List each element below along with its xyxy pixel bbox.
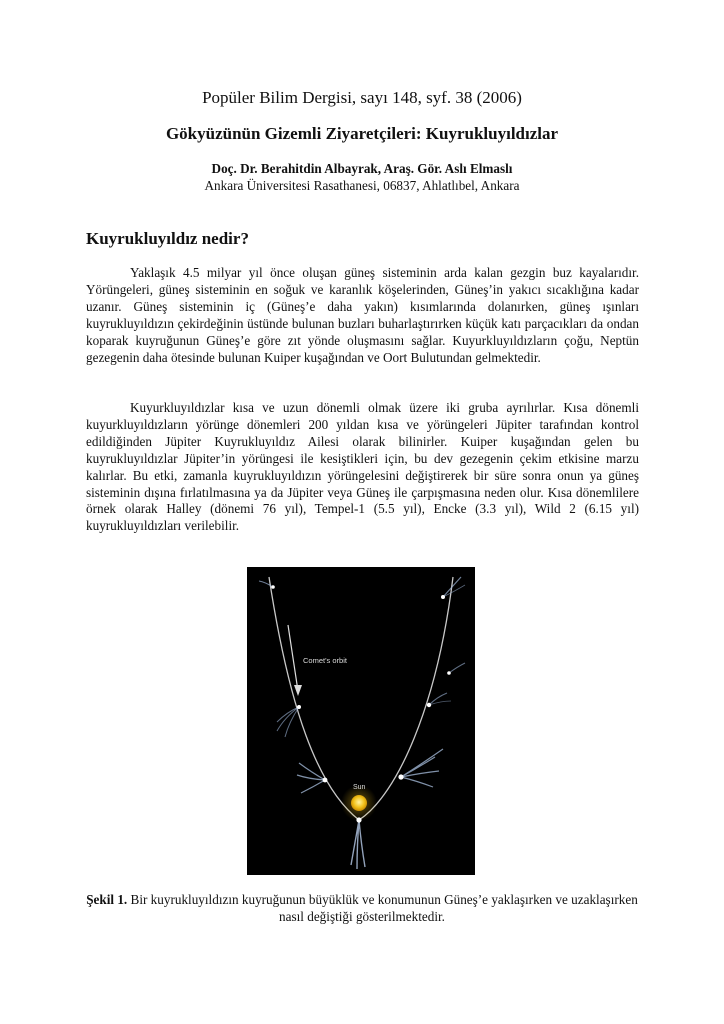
sun-icon: [351, 795, 367, 811]
figure-background: [247, 567, 475, 875]
orbit-label: Comet's orbit: [303, 656, 347, 665]
comet-orbit-diagram: [247, 567, 475, 875]
paragraph-2: Kuyurkluyıldızlar kısa ve uzun dönemli olmak üzere iki gruba ayrılırlar. Kısa dönemli kuyurkluyıldızların yörünge dönemleri 200 yıldan kısa ve yörüngeleri Jüpiter tarafından kontrol edildiğinden Jüpiter Kuyrukluyıldız Ailesi olarak bilinirler. Kuiper kuşağından gelen bu kuyrukluyıldızlar Jüpiter’in yörüngesi ile kesiştikleri için, bu dev gezegenin çekim etkisine marzu kalırlar. Bu etki, zamanla kuyrukluyıldızın yörüngelesini değiştirerek bir süre sonra onun ya güneş sisteminin dışına fırlatılmasına ya da Jüpiter veya Güneş ile çarpışmasına neden olur. Kısa dönemlilere örnek olarak Halley (dönemi 76 yıl), Tempel-1 (5.5 yıl), Encke (3.3 yıl), Wild 2 (6.15 yıl) kuyrukluyıldızları verilebilir.: [86, 400, 639, 534]
figure-caption: [80, 892, 644, 925]
sun-label: Sun: [353, 784, 366, 791]
article-title: Gökyüzünün Gizemli Ziyaretçileri: Kuyrukluyıldızlar: [165, 124, 559, 143]
affiliation: Ankara Üniversitesi Rasathanesi, 06837, Ahlatlıbel, Ankara: [204, 178, 520, 193]
section-heading: Kuyrukluyıldız nedir?: [86, 229, 249, 248]
caption-text: Bir kuyrukluyıldızın kuyruğunun büyüklük ve konumunun Güneş’e yaklaşırken ve uzaklaşırken nasıl değiştiği gösterilmektedir.: [127, 892, 638, 924]
caption-label: Şekil 1.: [86, 892, 128, 907]
paragraph-1: Yaklaşık 4.5 milyar yıl önce oluşan güneş sisteminin arda kalan gezgin buz kayalarıdır. Yörüngeleri, güneş sisteminin en soğuk ve karanlık köşelerinden, Güneş’in yakıcı sıcaklığına kadar uzanır. Güneş sisteminin iç (Güneş’e daha yakın) kısımlarında dolanırken, güneş ışınları kuyrukluyıldızın çekirdeğinin üstünde bulunan buzları buharlaştırırken küçük katı parçacıkları da ondan koparak kuyruğunun Güneş’e göre zıt yönde oluşmasını sağlar. Kuyurkluyıldızların çoğu, Neptün gezegenin daha ötesinde bulunan Kuiper kuşağından ve Oort Bulutundan gelmektedir.: [86, 265, 639, 365]
author-list: Doç. Dr. Berahitdin Albayrak, Araş. Gör. Aslı Elmaslı: [211, 161, 513, 176]
comet-orbit-figure: [247, 567, 475, 875]
journal-reference: Popüler Bilim Dergisi, sayı 148, syf. 38 (2006): [202, 88, 522, 107]
